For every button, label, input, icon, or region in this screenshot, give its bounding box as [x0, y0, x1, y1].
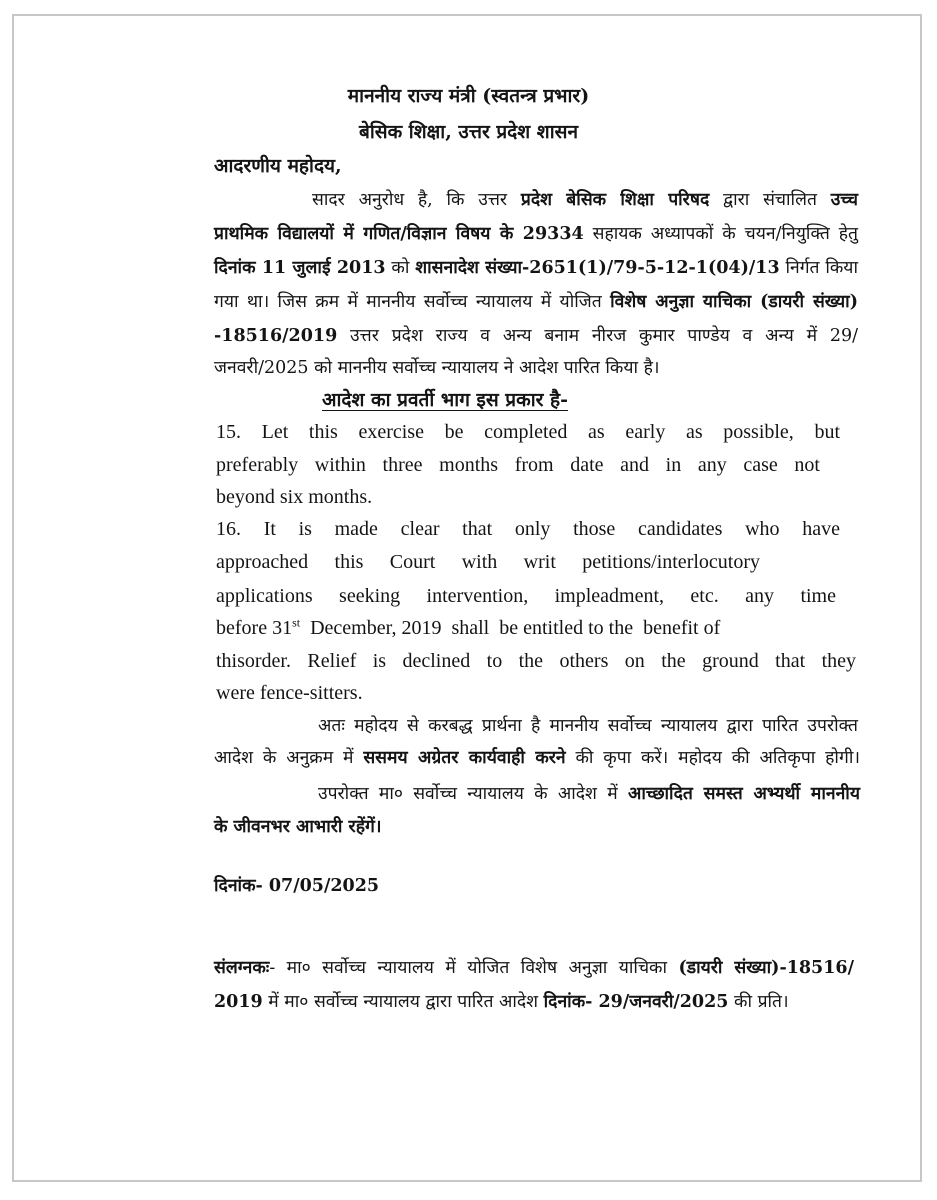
para3-line-1	[318, 782, 860, 806]
header-line-1: माननीय राज्य मंत्री (स्वतन्त्र प्रभार)	[347, 85, 590, 107]
text: सहायक अध्यापकों के चयन/नियुक्ति हेतु	[583, 224, 858, 244]
bold-text: -18516/2019	[214, 326, 338, 346]
order-16-line-6: were fence-sitters.	[216, 682, 363, 704]
text: गया था। जिस क्रम में माननीय सर्वोच्च न्यायालय में योजित	[214, 292, 611, 312]
para3-line-2: के जीवनभर आभारी रहेंगें।	[214, 817, 382, 837]
bold-text: दिनांक- 29/जनवरी/2025	[543, 992, 729, 1012]
salutation: आदरणीय महोदय,	[214, 155, 342, 177]
order-heading-text: आदेश का प्रवर्ती भाग इस प्रकार है-	[322, 389, 568, 411]
order-16-line-5: thisorder. Relief is declined to the others on the ground that they	[216, 650, 856, 672]
bold-text: 2019	[214, 992, 263, 1012]
text: द्वारा संचालित	[709, 190, 831, 210]
bold-text: (डायरी संख्या)-18516/	[678, 958, 854, 978]
bold-text: प्रदेश बेसिक शिक्षा परिषद	[520, 190, 710, 210]
text: को	[385, 258, 416, 278]
order-16-line-1: 16. It is made clear that only those candidates who have	[216, 518, 840, 540]
text: before 31	[216, 617, 293, 639]
text: की कृपा करें। महोदय की अतिकृपा होगी।	[565, 748, 860, 768]
header-subtitle	[0, 120, 937, 144]
bold-text: विशेष अनुज्ञा याचिका (डायरी संख्या)	[610, 292, 858, 312]
order-15-line-1: 15. Let this exercise be completed as early as possible, but	[216, 421, 840, 443]
header-line-2: बेसिक शिक्षा, उत्तर प्रदेश शासन	[358, 121, 579, 143]
date-line: दिनांक- 07/05/2025	[214, 876, 380, 896]
text: आदेश के अनुक्रम में	[214, 748, 364, 768]
text: सादर अनुरोध है, कि उत्तर	[312, 190, 521, 210]
header-title	[0, 84, 937, 108]
text: December, 2019 shall be entitled to the benefit of	[300, 617, 721, 639]
para1-line-2	[214, 222, 858, 246]
order-15-line-3: beyond six months.	[216, 486, 373, 508]
order-16-line-2: approached this Court with writ petitions/interlocutory	[216, 551, 760, 573]
bold-text: उच्च	[830, 190, 858, 210]
bold-text: आच्छादित समस्त अभ्यर्थी माननीय	[627, 784, 860, 804]
para1-line-1	[312, 188, 858, 212]
para1-line-6: जनवरी/2025 को माननीय सर्वोच्च न्यायालय ने आदेश पारित किया है।	[214, 358, 660, 378]
bold-text: ससमय अग्रेतर कार्यवाही करने	[363, 748, 566, 768]
text: उपरोक्त मा० सर्वोच्च न्यायालय के आदेश में	[318, 784, 628, 804]
para1-line-4	[214, 290, 858, 314]
para2-line-2	[214, 746, 860, 770]
bold-text: शासनादेश संख्या-2651(1)/79-5-12-1(04)/13	[415, 258, 780, 278]
enclosure-line-1	[214, 956, 854, 980]
bold-text: संलग्नकः	[214, 958, 270, 978]
text: की प्रति।	[728, 992, 789, 1012]
text: - मा० सर्वोच्च न्यायालय में योजित विशेष अनुज्ञा याचिका	[269, 958, 679, 978]
text: उत्तर प्रदेश राज्य व अन्य बनाम नीरज कुमार पाण्डेय व अन्य में 29/	[337, 326, 858, 346]
text: निर्गत किया	[779, 258, 858, 278]
para1-line-3	[214, 256, 858, 280]
bold-text: दिनांक 11 जुलाई 2013	[214, 258, 386, 278]
order-15-line-2: preferably within three months from date and in any case not	[216, 454, 820, 476]
superscript: st	[292, 615, 301, 630]
order-16-line-4	[216, 616, 720, 640]
para2-line-1: अतः महोदय से करबद्ध प्रार्थना है माननीय सर्वोच्च न्यायालय द्वारा पारित उपरोक्त	[318, 716, 858, 736]
enclosure-line-2	[214, 990, 789, 1014]
para1-line-5	[214, 324, 858, 348]
text: में मा० सर्वोच्च न्यायालय द्वारा पारित आदेश	[262, 992, 544, 1012]
order-heading	[322, 388, 568, 412]
bold-text: प्राथमिक विद्यालयों में गणित/विज्ञान विषय के 29334	[214, 224, 584, 244]
order-16-line-3: applications seeking intervention, impleadment, etc. any time	[216, 585, 836, 607]
